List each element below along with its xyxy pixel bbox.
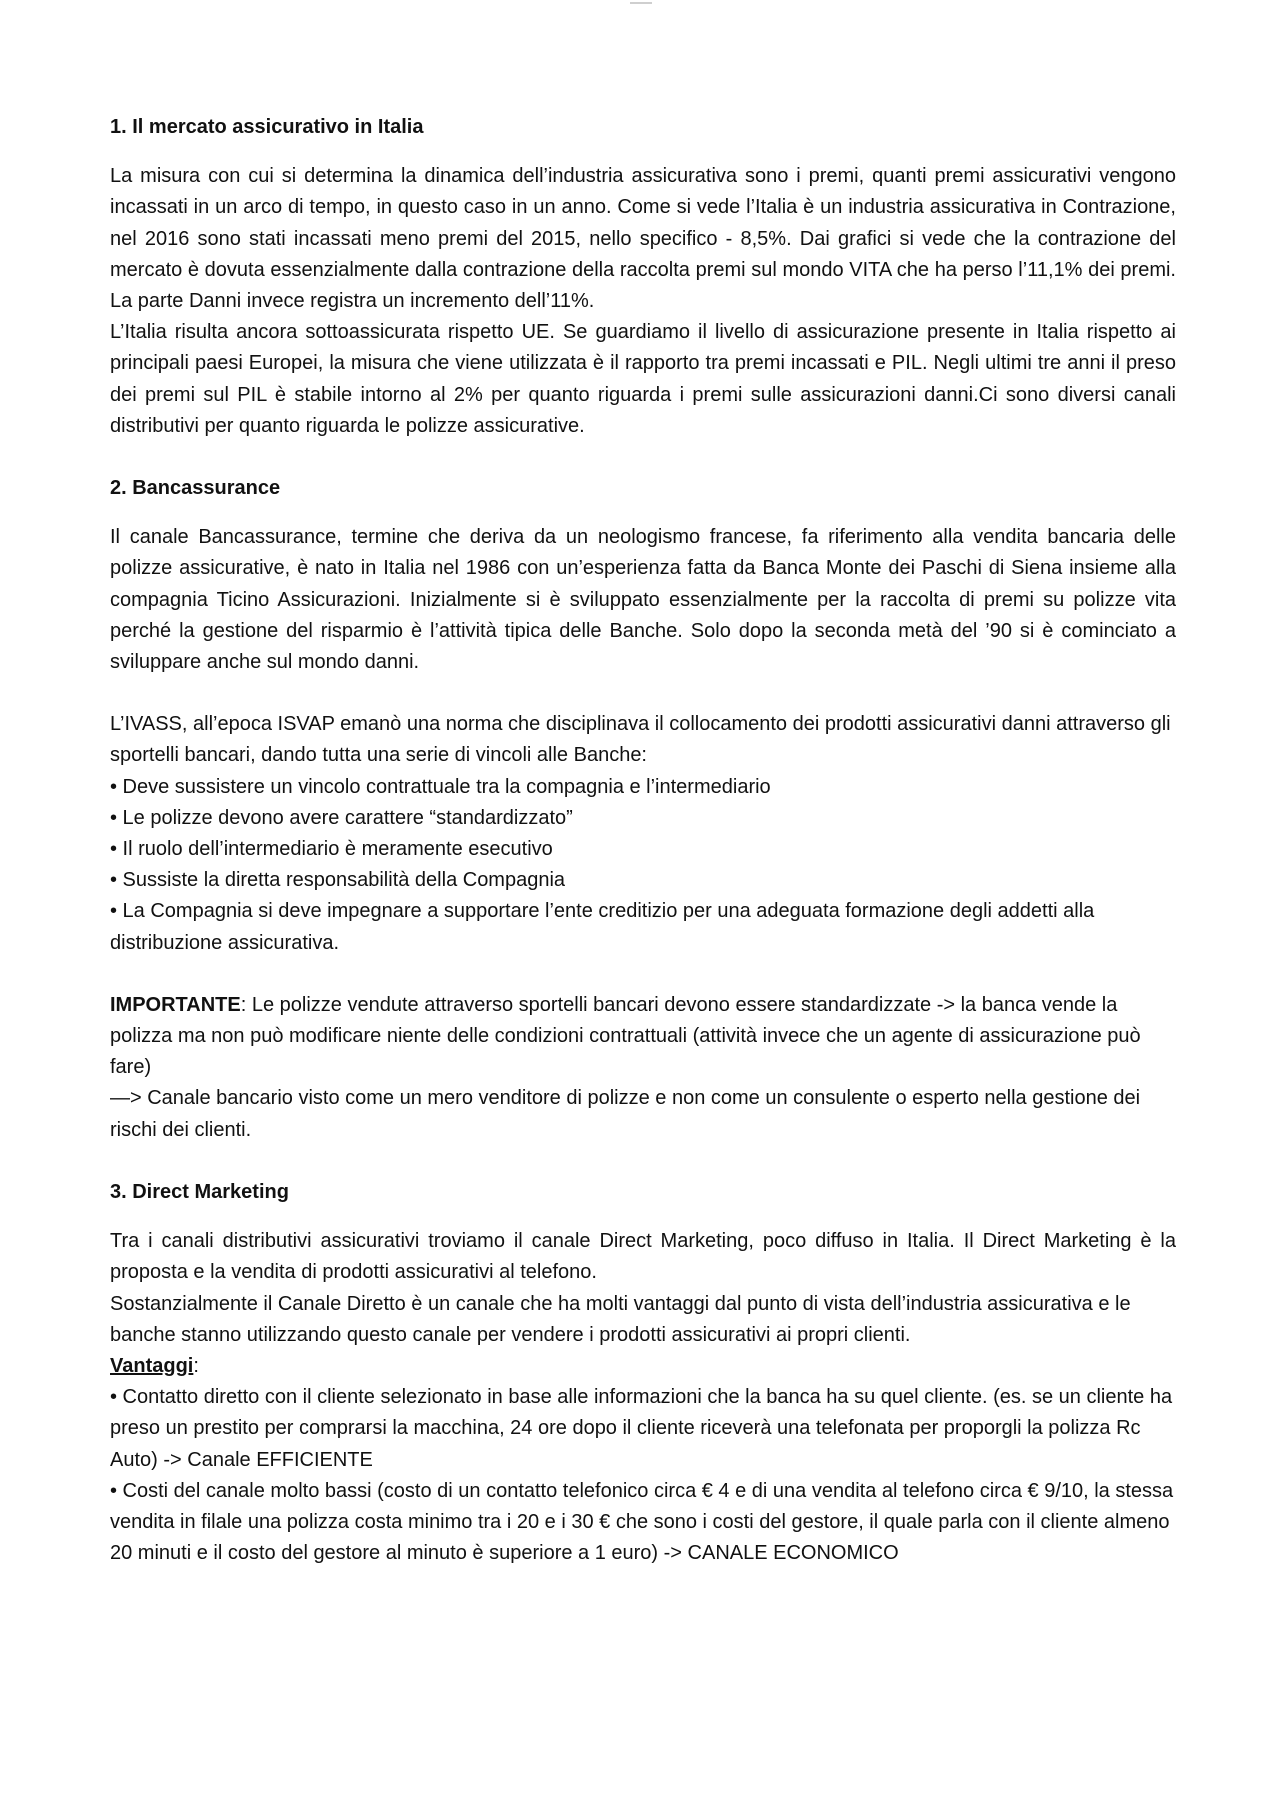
section-2-paragraph-1: Il canale Bancassurance, termine che deriva da un neologismo francese, fa riferimento alla vendita bancaria delle polizze assicurative, è nato in Italia nel 1986 con un’esperienza fatta da Banca Monte dei Paschi di Siena insieme alla compagnia Ticino Assicurazioni. Inizialmente si è sviluppato essenzialmente per la raccolta di premi su polizze vita perché la gestione del risparmio è l’attività tipica delle Banche. Solo dopo la seconda metà del ’90 si è cominciato a sviluppare anche sul mondo danni. — [110, 526, 1176, 674]
list-item: • Costi del canale molto bassi (costo di un contatto telefonico circa € 4 e di una vendita al telefono circa € 9/10, la stessa vendita in filale una polizza costa minimo tra i 20 e i 30 € che sono i costi del gestore, il quale parla con il cliente almeno 20 minuti e il costo del gestore al minuto è superiore a 1 euro) -> CANALE ECONOMICO — [110, 1479, 1174, 1565]
section-2-paragraph-2: L’IVASS, all’epoca ISVAP emanò una norma che disciplinava il collocamento dei prodotti assicurativi danni attraverso gli sportelli bancari, dando tutta una serie di vincoli alle Banche: — [110, 713, 1171, 767]
list-item: • Contatto diretto con il cliente selezionato in base alle informazioni che la banca ha su quel cliente. (es. se un cliente ha preso un prestito per comprarsi la macchina, 24 ore dopo il cliente riceverà una telefonata per proporgli la polizza Rc Auto) -> Canale EFFICIENTE — [110, 1386, 1173, 1471]
document-body — [110, 112, 1176, 1569]
vantaggi-label: Vantaggi — [110, 1354, 194, 1377]
list-item: • Sussiste la diretta responsabilità della Compagnia — [110, 869, 566, 892]
important-note — [110, 990, 1176, 1084]
page-header-mark — [630, 2, 652, 4]
vantaggi-heading — [110, 1351, 1176, 1382]
section-1-paragraph-1: La misura con cui si determina la dinamica dell’industria assicurativa sono i premi, quanti premi assicurativi vengono incassati in un arco di tempo, in questo caso in un anno. Come si vede l’Italia è un industria assicurativa in Contrazione, nel 2016 sono stati incassati meno premi del 2015, nello specifico - 8,5%. Dai grafici si vede che la contrazione del mercato è dovuta essenzialmente dalla contrazione della raccolta premi sul mondo VITA che ha perso l’11,1% dei premi. La parte Danni invece registra un incremento dell’11%. — [110, 165, 1176, 313]
section-3-title: 3. Direct Marketing — [110, 1180, 289, 1203]
section-3-paragraph-2: Sostanzialmente il Canale Diretto è un canale che ha molti vantaggi dal punto di vista dell’industria assicurativa e le banche stanno utilizzando questo canale per vendere i prodotti assicurativi ai propri clienti. — [110, 1292, 1131, 1346]
section-1-title: 1. Il mercato assicurativo in Italia — [110, 116, 424, 138]
list-item: • Il ruolo dell’intermediario è meramente esecutivo — [110, 838, 553, 861]
list-item: • Le polizze devono avere carattere “standardizzato” — [110, 806, 573, 829]
important-label: IMPORTANTE — [110, 993, 241, 1016]
list-item: • Deve sussistere un vincolo contrattuale tra la compagnia e l’intermediario — [110, 775, 771, 798]
bank-channel-note: —> Canale bancario visto come un mero venditore di polizze e non come un consulente o esperto nella gestione dei rischi dei clienti. — [110, 1087, 1141, 1141]
section-3-bullet-list — [110, 1382, 1176, 1569]
important-text: : Le polizze vendute attraverso sportelli bancari devono essere standardizzate -> la banca vende la polizza ma non può modificare niente delle condizioni contrattuali (attività invece che un agente di assicurazione può fare) — [110, 993, 1141, 1079]
section-1-paragraph-2: L’Italia risulta ancora sottoassicurata rispetto UE. Se guardiamo il livello di assicurazione presente in Italia rispetto ai principali paesi Europei, la misura che viene utilizzata è il rapporto tra premi incassati e PIL. Negli ultimi tre anni il preso dei premi sul PIL è stabile intorno al 2% per quanto riguarda i premi sulle assicurazioni danni.Ci sono diversi canali distributivi per quanto riguarda le polizze assicurative. — [110, 321, 1176, 437]
section-2-bullet-list — [110, 772, 1176, 959]
section-2-title: 2. Bancassurance — [110, 477, 281, 500]
list-item: • La Compagnia si deve impegnare a supportare l’ente creditizio per una adeguata formazione degli addetti alla distribuzione assicurativa. — [110, 900, 1095, 954]
section-3-paragraph-1: Tra i canali distributivi assicurativi troviamo il canale Direct Marketing, poco diffuso in Italia. Il Direct Marketing è la proposta e la vendita di prodotti assicurativi al telefono. — [110, 1230, 1176, 1284]
vantaggi-colon: : — [193, 1354, 199, 1377]
